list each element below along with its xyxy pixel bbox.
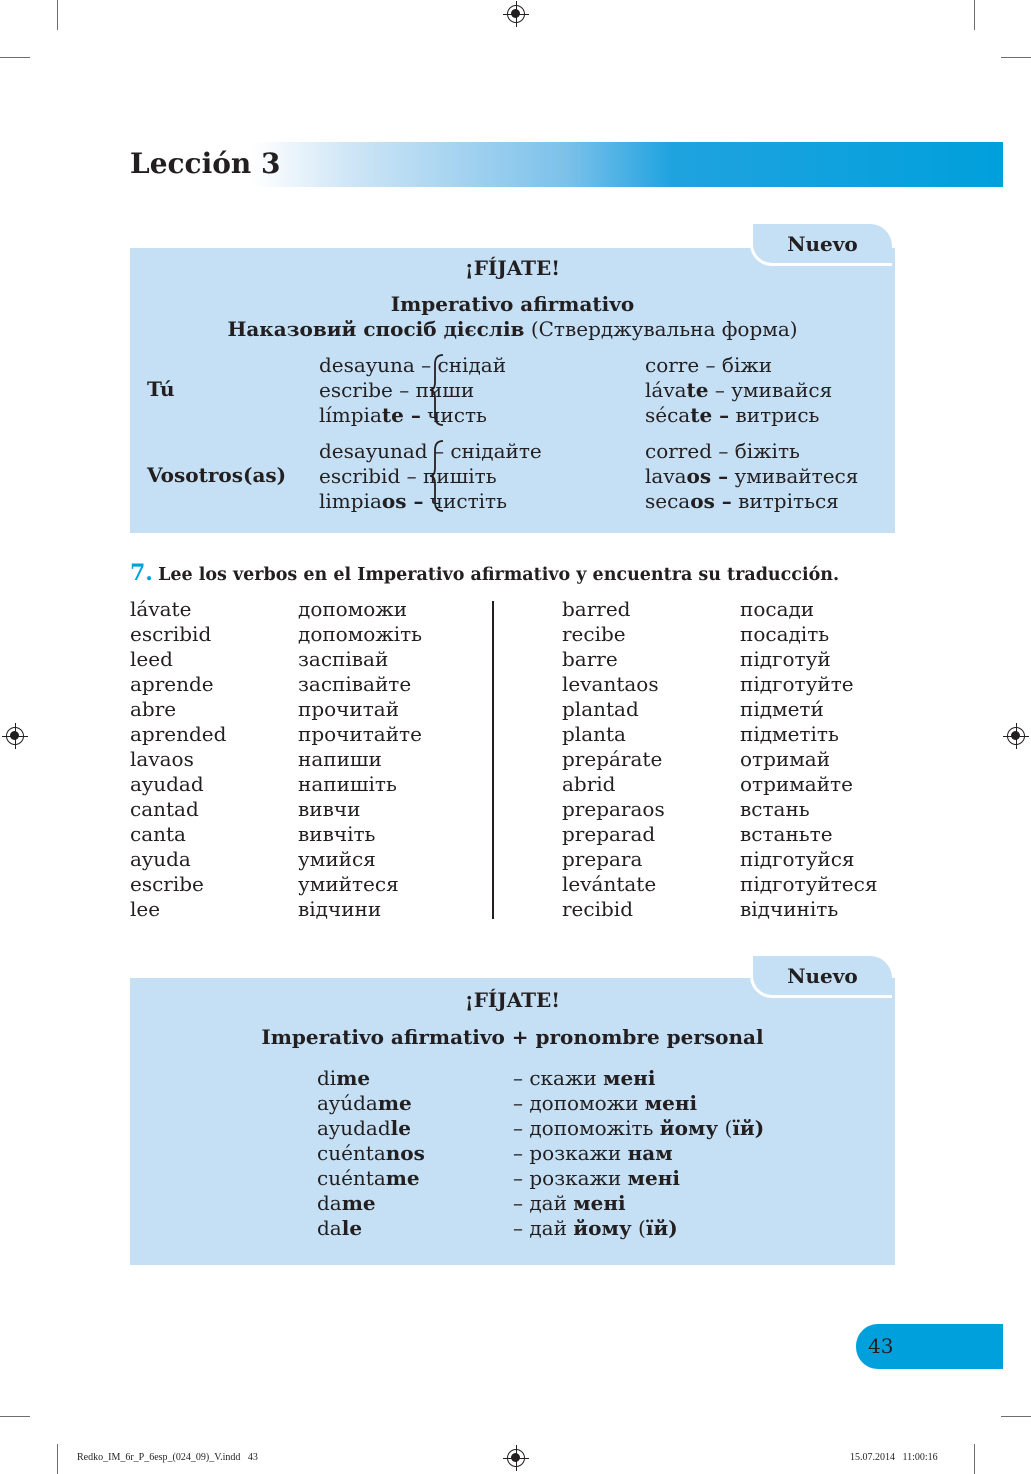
list-item: dale — [317, 1216, 363, 1240]
fijate-box-1 — [130, 248, 895, 533]
list-item: посади — [740, 597, 815, 621]
list-item: відчиніть — [740, 897, 839, 921]
exercise-col-1 — [130, 597, 226, 922]
vosotros-left-row: limpiaos – чистіть — [319, 489, 507, 513]
list-item: заспівай — [298, 647, 389, 671]
box2-subheading: Imperativo afirmativo + pronombre personal — [261, 1025, 764, 1049]
tu-left-row: escribe – пиши — [319, 378, 475, 402]
list-item: recibe — [562, 622, 626, 646]
column-divider — [492, 601, 494, 919]
list-item: підготуйтеся — [740, 872, 878, 896]
pronoun-translation-list — [513, 1066, 764, 1241]
list-item: levantaos — [562, 672, 659, 696]
list-item: recibid — [562, 897, 633, 921]
list-item: abrid — [562, 772, 616, 796]
pronoun-list — [317, 1066, 425, 1241]
list-item: напиши — [298, 747, 382, 771]
list-item: – розкажи нам — [513, 1141, 673, 1165]
list-item: умийтеся — [298, 872, 399, 896]
tu-label: Tú — [147, 377, 175, 401]
list-item: – розкажи мені — [513, 1166, 680, 1190]
list-item: cantad — [130, 797, 199, 821]
list-item: dame — [317, 1191, 376, 1215]
tu-right-row: sécate – витрись — [645, 403, 820, 427]
list-item: допоможіть — [298, 622, 423, 646]
list-item: prepara — [562, 847, 643, 871]
tu-right-row: lávate – умивайся — [645, 378, 833, 402]
box1-subheading: Imperativo afirmativo — [390, 292, 635, 316]
list-item: lávate — [130, 597, 192, 621]
list-item: lavaos — [130, 747, 194, 771]
exercise-col-4 — [740, 597, 877, 922]
exercise-col-2 — [298, 597, 422, 922]
list-item: підготуйся — [740, 847, 855, 871]
box1-subtitle — [130, 317, 895, 341]
list-item: levántate — [562, 872, 657, 896]
vosotros-right-row: lavaos – умивайтеся — [645, 464, 859, 488]
list-item: cuéntanos — [317, 1141, 425, 1165]
list-item: посадіть — [740, 622, 830, 646]
vosotros-right-list — [645, 439, 858, 514]
slug-file: Redko_IM_6r_P_6esp_(024_09)_V.indd 43 — [77, 1452, 258, 1463]
list-item: умийся — [298, 847, 376, 871]
list-item: – допоможіть йому (їй) — [513, 1116, 765, 1140]
list-item: підготуйте — [740, 672, 854, 696]
list-item: прочитайте — [298, 722, 422, 746]
tu-right-list — [645, 353, 832, 428]
box1-heading: ¡FÍJATE! — [464, 256, 561, 280]
vosotros-right-row: secaos – витріться — [645, 489, 839, 513]
list-item: ayúdame — [317, 1091, 412, 1115]
list-item: aprended — [130, 722, 227, 746]
list-item: підметіть — [740, 722, 839, 746]
vosotros-left-list — [319, 439, 542, 514]
list-item: отримайте — [740, 772, 853, 796]
list-item: вивчи — [298, 797, 361, 821]
list-item: preparad — [562, 822, 656, 846]
list-item: dime — [317, 1066, 371, 1090]
tu-right-row: corre – біжи — [645, 353, 773, 377]
list-item: – дай йому (їй) — [513, 1216, 678, 1240]
tu-left-list — [319, 353, 506, 428]
box2-heading: ¡FÍJATE! — [464, 988, 561, 1012]
list-item: встань — [740, 797, 810, 821]
list-item: preparaos — [562, 797, 665, 821]
page-number: 43 — [856, 1324, 1003, 1369]
list-item: planta — [562, 722, 626, 746]
list-item: leed — [130, 647, 173, 671]
vosotros-left-row: escribid – пишіть — [319, 464, 497, 488]
tu-left-row: desayuna – снідай — [319, 353, 507, 377]
list-item: вивчіть — [298, 822, 376, 846]
list-item: lee — [130, 897, 161, 921]
list-item: ayudadle — [317, 1116, 411, 1140]
list-item: отримай — [740, 747, 831, 771]
list-item: – дай мені — [513, 1191, 626, 1215]
nuevo-tab-1: Nuevo — [750, 224, 892, 266]
list-item: barre — [562, 647, 618, 671]
nuevo-tab-2: Nuevo — [750, 956, 892, 998]
box1-subtitle-bold: Наказовий спосіб дієслів — [227, 317, 525, 341]
list-item: canta — [130, 822, 186, 846]
vosotros-right-row: corred – біжіть — [645, 439, 800, 463]
exercise-text: Lee los verbos en el Imperativo afirmativo y encuentra su traducción. — [158, 565, 840, 585]
list-item: встаньте — [740, 822, 833, 846]
exercise-7-instruction — [130, 560, 839, 586]
list-item: – скажи мені — [513, 1066, 656, 1090]
lesson-title: Lección 3 — [130, 147, 281, 180]
list-item: abre — [130, 697, 177, 721]
list-item: підготуй — [740, 647, 831, 671]
list-item: підмети́ — [740, 697, 824, 721]
vosotros-label: Vosotros(as) — [147, 463, 287, 487]
list-item: prepárate — [562, 747, 663, 771]
tu-left-row: límpiate – чисть — [319, 403, 487, 427]
list-item: escribe — [130, 872, 204, 896]
list-item: ayudad — [130, 772, 204, 796]
list-item: aprende — [130, 672, 214, 696]
vosotros-left-row: desayunad – снідайте — [319, 439, 542, 463]
slug-date: 15.07.2014 11:00:16 — [850, 1452, 938, 1463]
list-item: escribid — [130, 622, 212, 646]
list-item: відчини — [298, 897, 382, 921]
list-item: допоможи — [298, 597, 408, 621]
fijate-box-2 — [130, 978, 895, 1265]
list-item: cuéntame — [317, 1166, 420, 1190]
exercise-number: 7. — [130, 560, 153, 586]
list-item: barred — [562, 597, 631, 621]
box1-subtitle-normal: (Стверджувальна форма) — [524, 317, 798, 341]
list-item: напишіть — [298, 772, 397, 796]
list-item: ayuda — [130, 847, 191, 871]
list-item: заспівайте — [298, 672, 412, 696]
list-item: – допоможи мені — [513, 1091, 698, 1115]
list-item: прочитай — [298, 697, 400, 721]
list-item: plantad — [562, 697, 639, 721]
exercise-col-3 — [562, 597, 665, 922]
